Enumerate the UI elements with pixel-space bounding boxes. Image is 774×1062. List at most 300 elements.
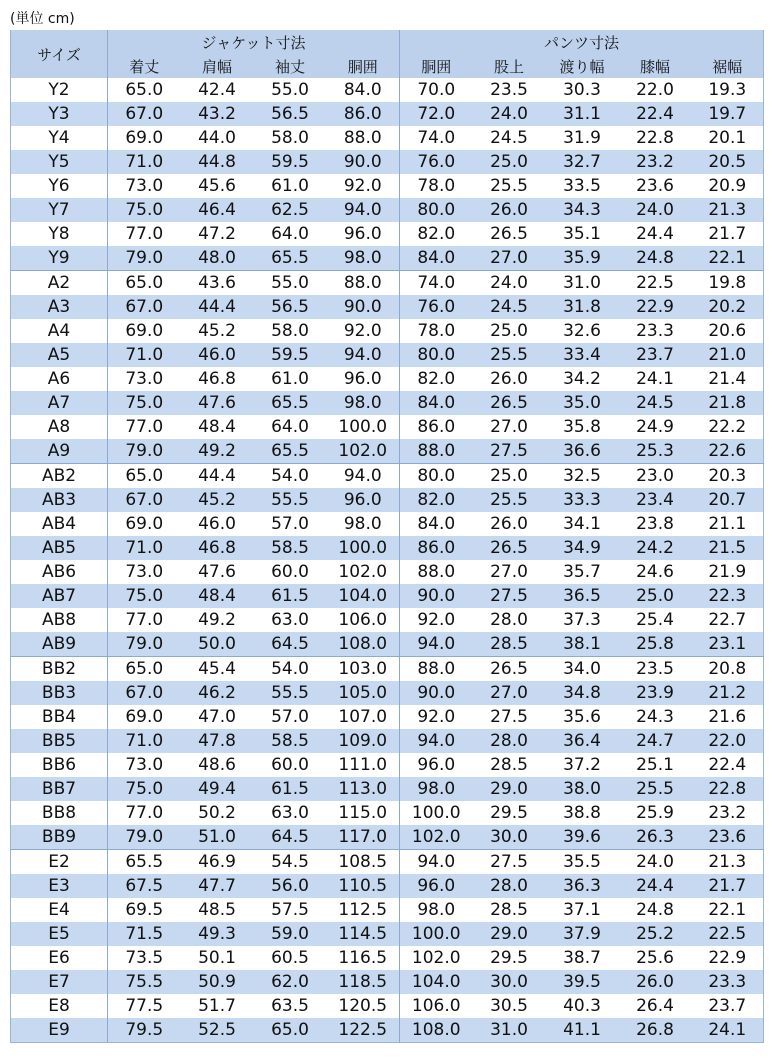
value-cell: 77.5 xyxy=(108,994,181,1018)
table-body xyxy=(11,78,764,1043)
value-cell: 104.0 xyxy=(400,970,473,994)
value-cell: 21.2 xyxy=(692,681,764,705)
size-cell: E4 xyxy=(11,898,108,922)
table-row xyxy=(11,898,764,922)
value-cell: 100.0 xyxy=(327,536,400,560)
size-cell: A8 xyxy=(11,415,108,439)
value-cell: 27.5 xyxy=(473,584,546,608)
value-cell: 20.6 xyxy=(692,319,764,343)
value-cell: 54.0 xyxy=(254,657,327,682)
value-cell: 29.5 xyxy=(473,946,546,970)
value-cell: 106.0 xyxy=(400,994,473,1018)
value-cell: 27.0 xyxy=(473,681,546,705)
value-cell: 86.0 xyxy=(400,536,473,560)
value-cell: 22.7 xyxy=(692,608,764,632)
size-cell: Y6 xyxy=(11,174,108,198)
value-cell: 20.5 xyxy=(692,150,764,174)
value-cell: 34.8 xyxy=(546,681,619,705)
value-cell: 50.0 xyxy=(181,632,254,657)
value-cell: 113.0 xyxy=(327,777,400,801)
value-cell: 25.6 xyxy=(619,946,692,970)
value-cell: 75.0 xyxy=(108,777,181,801)
value-cell: 28.0 xyxy=(473,729,546,753)
table-row xyxy=(11,705,764,729)
value-cell: 55.0 xyxy=(254,78,327,102)
value-cell: 96.0 xyxy=(327,222,400,246)
value-cell: 21.5 xyxy=(692,536,764,560)
value-cell: 28.0 xyxy=(473,874,546,898)
value-cell: 35.0 xyxy=(546,391,619,415)
value-cell: 57.5 xyxy=(254,898,327,922)
value-cell: 33.3 xyxy=(546,488,619,512)
value-cell: 20.9 xyxy=(692,174,764,198)
value-cell: 30.5 xyxy=(473,994,546,1018)
table-row xyxy=(11,343,764,367)
value-cell: 55.0 xyxy=(254,271,327,296)
value-cell: 80.0 xyxy=(400,343,473,367)
value-cell: 22.0 xyxy=(619,78,692,102)
value-cell: 22.9 xyxy=(692,946,764,970)
value-cell: 20.1 xyxy=(692,126,764,150)
table-row xyxy=(11,126,764,150)
value-cell: 90.0 xyxy=(400,681,473,705)
value-cell: 116.5 xyxy=(327,946,400,970)
size-cell: Y2 xyxy=(11,78,108,102)
value-cell: 41.1 xyxy=(546,1018,619,1043)
jacket-group-header: ジャケット寸法 xyxy=(108,30,400,54)
value-cell: 73.0 xyxy=(108,367,181,391)
size-cell: AB7 xyxy=(11,584,108,608)
value-cell: 22.1 xyxy=(692,898,764,922)
value-cell: 27.0 xyxy=(473,415,546,439)
value-cell: 39.5 xyxy=(546,970,619,994)
size-cell: A7 xyxy=(11,391,108,415)
value-cell: 19.7 xyxy=(692,102,764,126)
value-cell: 49.4 xyxy=(181,777,254,801)
value-cell: 49.3 xyxy=(181,922,254,946)
value-cell: 118.5 xyxy=(327,970,400,994)
value-cell: 33.5 xyxy=(546,174,619,198)
value-cell: 21.0 xyxy=(692,343,764,367)
value-cell: 25.0 xyxy=(619,584,692,608)
value-cell: 25.5 xyxy=(473,174,546,198)
value-cell: 24.0 xyxy=(473,271,546,296)
value-cell: 61.5 xyxy=(254,584,327,608)
value-cell: 24.0 xyxy=(619,198,692,222)
value-cell: 47.8 xyxy=(181,729,254,753)
size-cell: AB3 xyxy=(11,488,108,512)
value-cell: 94.0 xyxy=(400,729,473,753)
value-cell: 28.5 xyxy=(473,753,546,777)
value-cell: 57.0 xyxy=(254,705,327,729)
value-cell: 48.5 xyxy=(181,898,254,922)
value-cell: 50.2 xyxy=(181,801,254,825)
value-cell: 86.0 xyxy=(327,102,400,126)
value-cell: 75.5 xyxy=(108,970,181,994)
value-cell: 32.6 xyxy=(546,319,619,343)
value-cell: 22.4 xyxy=(619,102,692,126)
column-header: 肩幅 xyxy=(181,54,254,78)
value-cell: 23.1 xyxy=(692,632,764,657)
value-cell: 77.0 xyxy=(108,222,181,246)
value-cell: 19.8 xyxy=(692,271,764,296)
value-cell: 79.0 xyxy=(108,439,181,464)
value-cell: 122.5 xyxy=(327,1018,400,1043)
table-row xyxy=(11,753,764,777)
value-cell: 102.0 xyxy=(400,946,473,970)
value-cell: 36.5 xyxy=(546,584,619,608)
value-cell: 71.0 xyxy=(108,343,181,367)
value-cell: 69.0 xyxy=(108,512,181,536)
value-cell: 73.5 xyxy=(108,946,181,970)
value-cell: 120.5 xyxy=(327,994,400,1018)
value-cell: 76.0 xyxy=(400,150,473,174)
value-cell: 25.3 xyxy=(619,439,692,464)
value-cell: 92.0 xyxy=(400,608,473,632)
value-cell: 26.0 xyxy=(473,198,546,222)
value-cell: 96.0 xyxy=(327,488,400,512)
value-cell: 23.0 xyxy=(619,464,692,489)
value-cell: 88.0 xyxy=(400,657,473,682)
size-cell: AB2 xyxy=(11,464,108,489)
value-cell: 61.0 xyxy=(254,367,327,391)
value-cell: 63.0 xyxy=(254,608,327,632)
value-cell: 78.0 xyxy=(400,319,473,343)
value-cell: 98.0 xyxy=(327,391,400,415)
value-cell: 74.0 xyxy=(400,126,473,150)
value-cell: 25.4 xyxy=(619,608,692,632)
column-header: 胴囲 xyxy=(400,54,473,78)
value-cell: 35.9 xyxy=(546,246,619,271)
value-cell: 58.0 xyxy=(254,319,327,343)
size-cell: AB9 xyxy=(11,632,108,657)
value-cell: 90.0 xyxy=(327,150,400,174)
value-cell: 27.5 xyxy=(473,705,546,729)
value-cell: 100.0 xyxy=(400,801,473,825)
table-row xyxy=(11,439,764,464)
value-cell: 65.5 xyxy=(254,246,327,271)
value-cell: 108.0 xyxy=(400,1018,473,1043)
size-cell: E7 xyxy=(11,970,108,994)
value-cell: 65.5 xyxy=(254,439,327,464)
value-cell: 90.0 xyxy=(400,584,473,608)
value-cell: 79.0 xyxy=(108,632,181,657)
value-cell: 71.5 xyxy=(108,922,181,946)
table-row xyxy=(11,777,764,801)
value-cell: 23.2 xyxy=(619,150,692,174)
value-cell: 55.5 xyxy=(254,681,327,705)
value-cell: 26.0 xyxy=(473,512,546,536)
value-cell: 35.6 xyxy=(546,705,619,729)
value-cell: 84.0 xyxy=(400,246,473,271)
value-cell: 82.0 xyxy=(400,367,473,391)
value-cell: 22.2 xyxy=(692,415,764,439)
value-cell: 24.8 xyxy=(619,246,692,271)
value-cell: 23.6 xyxy=(692,825,764,850)
value-cell: 65.0 xyxy=(108,464,181,489)
size-cell: E9 xyxy=(11,1018,108,1043)
value-cell: 110.5 xyxy=(327,874,400,898)
value-cell: 84.0 xyxy=(400,391,473,415)
value-cell: 84.0 xyxy=(327,78,400,102)
value-cell: 69.0 xyxy=(108,319,181,343)
value-cell: 26.5 xyxy=(473,222,546,246)
value-cell: 35.8 xyxy=(546,415,619,439)
value-cell: 59.5 xyxy=(254,343,327,367)
value-cell: 79.0 xyxy=(108,825,181,850)
value-cell: 65.0 xyxy=(108,271,181,296)
value-cell: 64.5 xyxy=(254,632,327,657)
value-cell: 51.0 xyxy=(181,825,254,850)
table-row xyxy=(11,946,764,970)
value-cell: 44.4 xyxy=(181,295,254,319)
value-cell: 36.3 xyxy=(546,874,619,898)
value-cell: 22.9 xyxy=(619,295,692,319)
value-cell: 67.5 xyxy=(108,874,181,898)
value-cell: 56.0 xyxy=(254,874,327,898)
table-row xyxy=(11,632,764,657)
value-cell: 67.0 xyxy=(108,295,181,319)
value-cell: 26.5 xyxy=(473,657,546,682)
size-cell: BB2 xyxy=(11,657,108,682)
value-cell: 47.6 xyxy=(181,391,254,415)
value-cell: 63.5 xyxy=(254,994,327,1018)
value-cell: 58.5 xyxy=(254,729,327,753)
value-cell: 24.5 xyxy=(619,391,692,415)
value-cell: 69.0 xyxy=(108,705,181,729)
value-cell: 104.0 xyxy=(327,584,400,608)
value-cell: 36.6 xyxy=(546,439,619,464)
value-cell: 102.0 xyxy=(327,439,400,464)
value-cell: 73.0 xyxy=(108,174,181,198)
value-cell: 22.0 xyxy=(692,729,764,753)
size-cell: Y5 xyxy=(11,150,108,174)
column-header: 股上 xyxy=(473,54,546,78)
size-cell: A2 xyxy=(11,271,108,296)
value-cell: 77.0 xyxy=(108,801,181,825)
table-header xyxy=(11,30,764,78)
size-cell: BB4 xyxy=(11,705,108,729)
value-cell: 48.4 xyxy=(181,584,254,608)
value-cell: 49.2 xyxy=(181,608,254,632)
value-cell: 34.1 xyxy=(546,512,619,536)
column-header: 渡り幅 xyxy=(546,54,619,78)
value-cell: 90.0 xyxy=(327,295,400,319)
value-cell: 23.4 xyxy=(619,488,692,512)
value-cell: 59.5 xyxy=(254,150,327,174)
value-cell: 75.0 xyxy=(108,391,181,415)
value-cell: 47.6 xyxy=(181,560,254,584)
value-cell: 39.6 xyxy=(546,825,619,850)
value-cell: 25.0 xyxy=(473,464,546,489)
value-cell: 38.1 xyxy=(546,632,619,657)
value-cell: 23.3 xyxy=(692,970,764,994)
value-cell: 31.9 xyxy=(546,126,619,150)
value-cell: 77.0 xyxy=(108,608,181,632)
size-cell: BB9 xyxy=(11,825,108,850)
value-cell: 45.2 xyxy=(181,319,254,343)
value-cell: 33.4 xyxy=(546,343,619,367)
value-cell: 24.1 xyxy=(692,1018,764,1043)
size-cell: BB7 xyxy=(11,777,108,801)
table-row xyxy=(11,994,764,1018)
value-cell: 49.2 xyxy=(181,439,254,464)
value-cell: 60.0 xyxy=(254,560,327,584)
value-cell: 25.5 xyxy=(473,343,546,367)
table-row xyxy=(11,295,764,319)
table-row xyxy=(11,78,764,102)
value-cell: 45.6 xyxy=(181,174,254,198)
value-cell: 37.9 xyxy=(546,922,619,946)
value-cell: 30.3 xyxy=(546,78,619,102)
table-row xyxy=(11,584,764,608)
value-cell: 50.1 xyxy=(181,946,254,970)
table-row xyxy=(11,729,764,753)
unit-label: (単位 cm) xyxy=(10,11,75,27)
value-cell: 24.4 xyxy=(619,222,692,246)
value-cell: 65.0 xyxy=(254,1018,327,1043)
value-cell: 77.0 xyxy=(108,415,181,439)
value-cell: 35.1 xyxy=(546,222,619,246)
value-cell: 54.5 xyxy=(254,850,327,875)
table-row xyxy=(11,536,764,560)
value-cell: 69.5 xyxy=(108,898,181,922)
value-cell: 46.0 xyxy=(181,343,254,367)
value-cell: 35.7 xyxy=(546,560,619,584)
value-cell: 102.0 xyxy=(327,560,400,584)
value-cell: 24.1 xyxy=(619,367,692,391)
value-cell: 117.0 xyxy=(327,825,400,850)
size-cell: E8 xyxy=(11,994,108,1018)
column-header: 着丈 xyxy=(108,54,181,78)
size-cell: Y4 xyxy=(11,126,108,150)
value-cell: 26.3 xyxy=(619,825,692,850)
value-cell: 46.9 xyxy=(181,850,254,875)
value-cell: 37.1 xyxy=(546,898,619,922)
column-header: 袖丈 xyxy=(254,54,327,78)
value-cell: 67.0 xyxy=(108,488,181,512)
table-row xyxy=(11,415,764,439)
value-cell: 75.0 xyxy=(108,198,181,222)
table-row xyxy=(11,198,764,222)
size-cell: BB6 xyxy=(11,753,108,777)
value-cell: 63.0 xyxy=(254,801,327,825)
value-cell: 27.5 xyxy=(473,850,546,875)
value-cell: 109.0 xyxy=(327,729,400,753)
value-cell: 23.9 xyxy=(619,681,692,705)
value-cell: 84.0 xyxy=(400,512,473,536)
value-cell: 34.0 xyxy=(546,657,619,682)
value-cell: 92.0 xyxy=(400,705,473,729)
value-cell: 94.0 xyxy=(327,198,400,222)
value-cell: 48.4 xyxy=(181,415,254,439)
value-cell: 92.0 xyxy=(327,319,400,343)
value-cell: 82.0 xyxy=(400,222,473,246)
value-cell: 23.3 xyxy=(619,319,692,343)
value-cell: 25.2 xyxy=(619,922,692,946)
value-cell: 71.0 xyxy=(108,536,181,560)
value-cell: 94.0 xyxy=(400,632,473,657)
value-cell: 46.2 xyxy=(181,681,254,705)
value-cell: 59.0 xyxy=(254,922,327,946)
table-row xyxy=(11,681,764,705)
table-row xyxy=(11,825,764,850)
value-cell: 105.0 xyxy=(327,681,400,705)
value-cell: 96.0 xyxy=(327,367,400,391)
value-cell: 107.0 xyxy=(327,705,400,729)
value-cell: 21.4 xyxy=(692,367,764,391)
value-cell: 46.8 xyxy=(181,536,254,560)
value-cell: 56.5 xyxy=(254,295,327,319)
value-cell: 30.0 xyxy=(473,825,546,850)
value-cell: 25.5 xyxy=(473,488,546,512)
value-cell: 103.0 xyxy=(327,657,400,682)
value-cell: 27.0 xyxy=(473,246,546,271)
value-cell: 27.5 xyxy=(473,439,546,464)
value-cell: 88.0 xyxy=(327,126,400,150)
value-cell: 96.0 xyxy=(400,753,473,777)
value-cell: 21.1 xyxy=(692,512,764,536)
size-cell: Y7 xyxy=(11,198,108,222)
value-cell: 20.3 xyxy=(692,464,764,489)
value-cell: 38.0 xyxy=(546,777,619,801)
value-cell: 47.7 xyxy=(181,874,254,898)
value-cell: 34.2 xyxy=(546,367,619,391)
value-cell: 24.5 xyxy=(473,295,546,319)
value-cell: 38.7 xyxy=(546,946,619,970)
value-cell: 62.0 xyxy=(254,970,327,994)
value-cell: 71.0 xyxy=(108,729,181,753)
value-cell: 24.2 xyxy=(619,536,692,560)
value-cell: 80.0 xyxy=(400,464,473,489)
value-cell: 98.0 xyxy=(400,777,473,801)
table-row xyxy=(11,850,764,875)
table-row xyxy=(11,970,764,994)
value-cell: 34.9 xyxy=(546,536,619,560)
size-cell: A9 xyxy=(11,439,108,464)
value-cell: 24.3 xyxy=(619,705,692,729)
size-table xyxy=(10,30,764,1043)
value-cell: 73.0 xyxy=(108,560,181,584)
value-cell: 94.0 xyxy=(327,343,400,367)
value-cell: 29.0 xyxy=(473,922,546,946)
value-cell: 65.0 xyxy=(108,657,181,682)
value-cell: 24.4 xyxy=(619,874,692,898)
value-cell: 74.0 xyxy=(400,271,473,296)
size-cell: E5 xyxy=(11,922,108,946)
value-cell: 28.5 xyxy=(473,898,546,922)
value-cell: 43.6 xyxy=(181,271,254,296)
value-cell: 86.0 xyxy=(400,415,473,439)
value-cell: 75.0 xyxy=(108,584,181,608)
value-cell: 23.6 xyxy=(619,174,692,198)
value-cell: 21.7 xyxy=(692,874,764,898)
pants-group-header: パンツ寸法 xyxy=(400,30,764,54)
size-cell: A6 xyxy=(11,367,108,391)
table-row xyxy=(11,922,764,946)
value-cell: 35.5 xyxy=(546,850,619,875)
value-cell: 69.0 xyxy=(108,126,181,150)
value-cell: 36.4 xyxy=(546,729,619,753)
value-cell: 29.5 xyxy=(473,801,546,825)
value-cell: 20.7 xyxy=(692,488,764,512)
value-cell: 106.0 xyxy=(327,608,400,632)
size-cell: Y9 xyxy=(11,246,108,271)
value-cell: 60.0 xyxy=(254,753,327,777)
value-cell: 26.0 xyxy=(473,367,546,391)
table-row xyxy=(11,657,764,682)
value-cell: 25.0 xyxy=(473,150,546,174)
